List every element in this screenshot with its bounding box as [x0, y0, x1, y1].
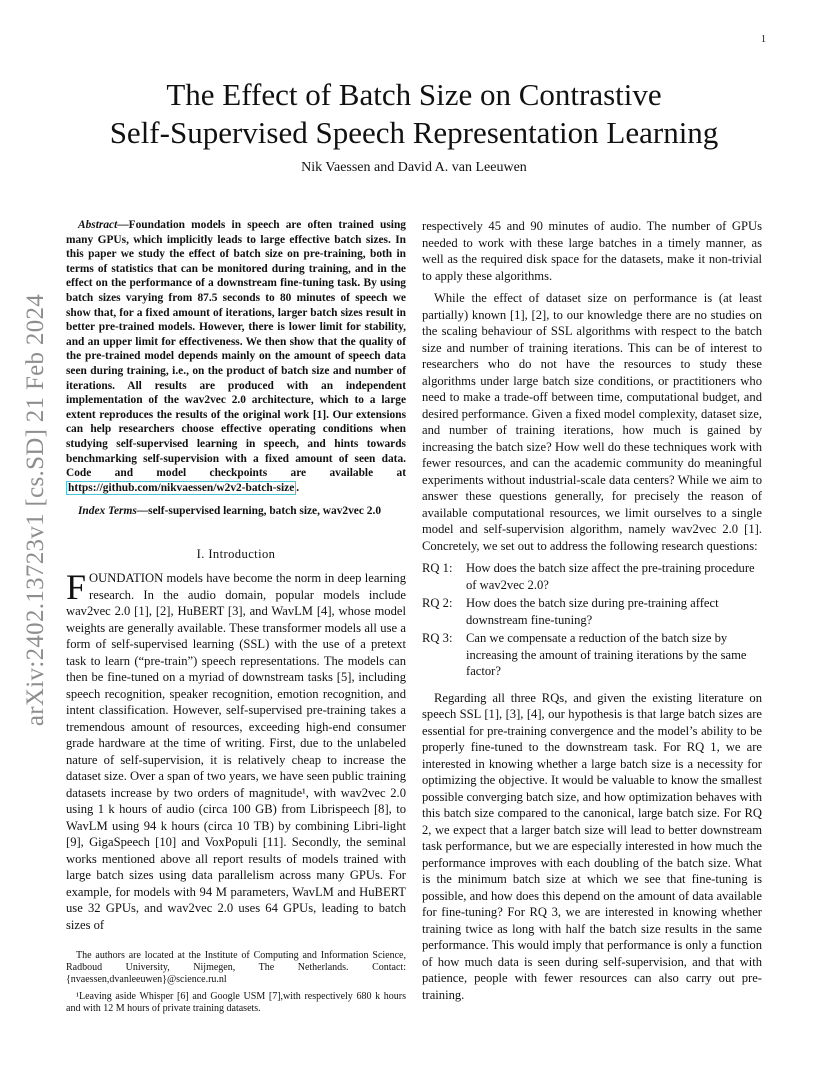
paper-title [60, 76, 768, 152]
rq-tag: RQ 2: [422, 596, 453, 610]
rq-item [422, 595, 762, 628]
intro-paragraph-2: While the effect of dataset size on performance is (at least partially) known [1], [2], to our knowledge there are no studies on the scaling behaviour of SSL algorithms with respect to the batch size and number of training iterations. This can be of interest to researchers who do not have the resources to study these algorithms under large batch size conditions, or practitioners who need to make a trade-off between time, computational budget, and desired performance. Given a fixed model complexity, dataset size, and number of training iterations, how much is gained by increasing the batch size? How well do these techniques work with fewer resources, and can the academic community do meaningful experiments without industrial-scale data centers? While we aim to answer these questions generally, for precisely the reason of available computational resources, we limit ourselves to a single model and self-supervision algorithm, namely wav2vec 2.0 [1]. Concretely, we set out to address the following research questions: [422, 291, 762, 553]
footnote-1: ¹Leaving aside Whisper [6] and Google USM [7],with respectively 680 k hours and with 12 M hours of private training datasets. [66, 991, 406, 1014]
arxiv-stamp [20, 290, 52, 730]
rq-text: How does the batch size affect the pre-training procedure of wav2vec 2.0? [466, 561, 755, 592]
abstract [66, 218, 406, 495]
footnotes [66, 950, 406, 1015]
arxiv-stamp-text: arXiv:2402.13723v1 [cs.SD] 21 Feb 2024 [22, 293, 49, 727]
abstract-end: . [296, 481, 300, 494]
index-terms-heading: Index Terms [78, 505, 137, 518]
intro-paragraph-3: Regarding all three RQs, and given the existing literature on speech SSL [1], [3], [4], our hypothesis is that large batch sizes are essential for pre-training convergence and the model’s ability to be properly fine-tuned to the downstream task. For RQ 1, we are interested in knowing whether a large batch size is a necessity for optimizing the objective. It would be valuable to know the smallest possible converging batch size, and how optimization behaves with this batch size compared to the canonical, large batch size. For RQ 2, we expect that a larger batch size will lead to better downstream task performance, but we are especially interested in how much the performance improves with each doubling of the batch size. What is the minimum batch size at which we see that fine-tuning is possible, and how does this depend on the amount of data available for fine-tuning? For RQ 3, we are interested in knowing whether training twice as long with half the batch size results in the same performance. This would imply that performance is only a function of how much data is seen during self-supervision, and that with patience, people with fewer resources can also carry out pre-training. [422, 690, 762, 1002]
index-terms-body: —self-supervised learning, batch size, wav2vec 2.0 [136, 505, 382, 518]
abstract-body: —Foundation models in speech are often trained using many GPUs, which implicitly leads to large effective batch sizes. In this paper we study the effect of batch size on pre-training, both in terms of statistics that can be monitored during training, and in the effect on the performance of a downstream fine-tuning task. By using batch sizes varying from 87.5 seconds to 80 minutes of speech we show that, for a fixed amount of iterations, larger batch sizes result in better pre-trained models. However, there is lower limit for stability, and an upper limit for effectiveness. We then show that the quality of the pre-trained model depends mainly on the amount of speech data seen during training, i.e., on the product of batch size and number of iterations. All results are produced with an independent implementation of the wav2vec 2.0 architecture, which to a large extent reproduces the results of the original work [1]. Our extensions can help researchers choose effective operating conditions when studying self-supervised learning in speech, and hints towards benchmarking self-supervision with a fixed amount of seen data. Code and model checkpoints are available at [66, 219, 406, 480]
drop-cap: F [66, 567, 87, 608]
title-line-1: The Effect of Batch Size on Contrastive [166, 77, 662, 112]
abstract-heading: Abstract [78, 219, 118, 231]
research-questions [422, 560, 762, 680]
rq-text: Can we compensate a reduction of the batch size by increasing the amount of training iterations by the same factor? [466, 631, 747, 678]
rq-tag: RQ 3: [422, 631, 453, 645]
footnote-affiliation: The authors are located at the Institute of Computing and Information Science, Radboud University, Nijmegen, The Netherlands. Contact: {nvaessen,dvanleeuwen}@science.ru.nl [66, 950, 406, 985]
right-column [422, 218, 762, 1003]
rq-text: How does the batch size during pre-training affect downstream fine-tuning? [466, 596, 719, 627]
intro-paragraph-1-continued: respectively 45 and 90 minutes of audio. The number of GPUs needed to work with these large batches in a timely manner, as well as the required disk space for the datasets, make it non-trivial to apply these algorithms. [422, 219, 762, 283]
page-number: 1 [761, 34, 766, 45]
title-line-2: Self-Supervised Speech Representation Learning [109, 115, 719, 150]
authors: Nik Vaessen and David A. van Leeuwen [301, 160, 527, 175]
rq-item [422, 630, 762, 680]
intro-paragraph-1 [66, 567, 406, 933]
section-heading: I. Introduction [196, 546, 276, 561]
index-terms [66, 504, 406, 519]
intro-paragraph-1-text: OUNDATION models have become the norm in deep learning research. In the audio domain, popular models include wav2vec 2.0 [1], [2], HuBERT [3], and WavLM [4], whose model weights are generally available. These transformer models all use a form of self-supervised learning (SSL) with the use of a pretext task to learn (“pre-train”) speech representations. The models can then be fine-tuned on a myriad of downstream tasks [5], including speech recognition, speaker recognition, emotion recognition, and intent classification. However, self-supervised pre-training takes a tremendous amount of resources, exceeding high-end consumer grade hardware at the time of writing. First, due to the unlabeled nature of self-supervision, it is relatively cheap to increase the dataset size. Over a span of two years, we have seen public training datasets increase by two orders of magnitude¹, with wav2vec 2.0 using 1 k hours of audio (circa 100 GB) from Librispeech [8], to WavLM using 94 k hours (circa 10 TB) by combining Libri-light [9], GigaSpeech [10] and VoxPopuli [11]. Secondly, the seminal works mentioned above all report results of models trained with large batch sizes using data parallelism across many GPUs. For example, for models with 94 M parameters, WavLM and HuBERT use 32 GPUs, and wav2vec 2.0 uses 64 GPUs, leading to batch sizes of [66, 571, 406, 932]
rq-item [422, 560, 762, 593]
left-column [66, 218, 406, 933]
code-link[interactable]: https://github.com/nikvaessen/w2v2-batch-size [68, 481, 295, 494]
rq-tag: RQ 1: [422, 561, 453, 575]
